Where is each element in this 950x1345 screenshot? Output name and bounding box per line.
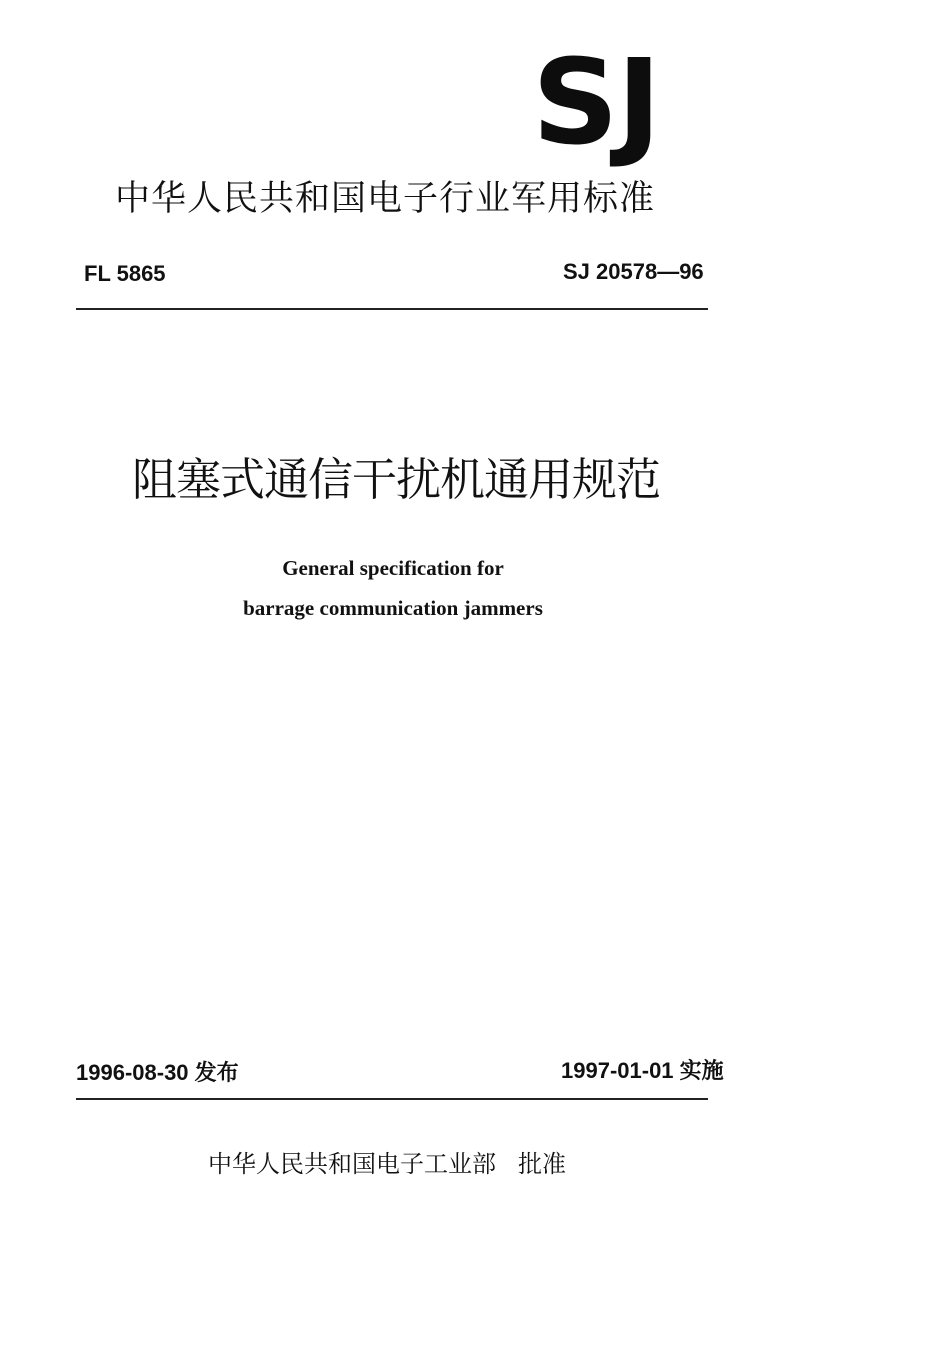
implementation-date: 1997-01-01 实施 [561,1058,724,1083]
document-title-chinese: 阻塞式通信干扰机通用规范 [132,453,661,506]
approval-label: 批准 [518,1150,566,1178]
classification-code: FL 5865 [84,261,166,286]
issue-date: 1996-08-30 发布 [76,1060,239,1085]
approval-line [208,1148,566,1180]
org-title: 中华人民共和国电子行业军用标准 [115,179,656,219]
issuing-ministry: 中华人民共和国电子工业部 [208,1150,496,1178]
standard-number: SJ 20578—96 [563,259,704,284]
footer-divider [76,1098,708,1100]
header-divider [76,308,708,310]
english-title-line-2: barrage communication jammers [243,596,543,620]
english-title-line-1: General specification for [282,556,504,580]
document-title-english [200,548,586,628]
sj-logo: SJ [532,33,660,171]
